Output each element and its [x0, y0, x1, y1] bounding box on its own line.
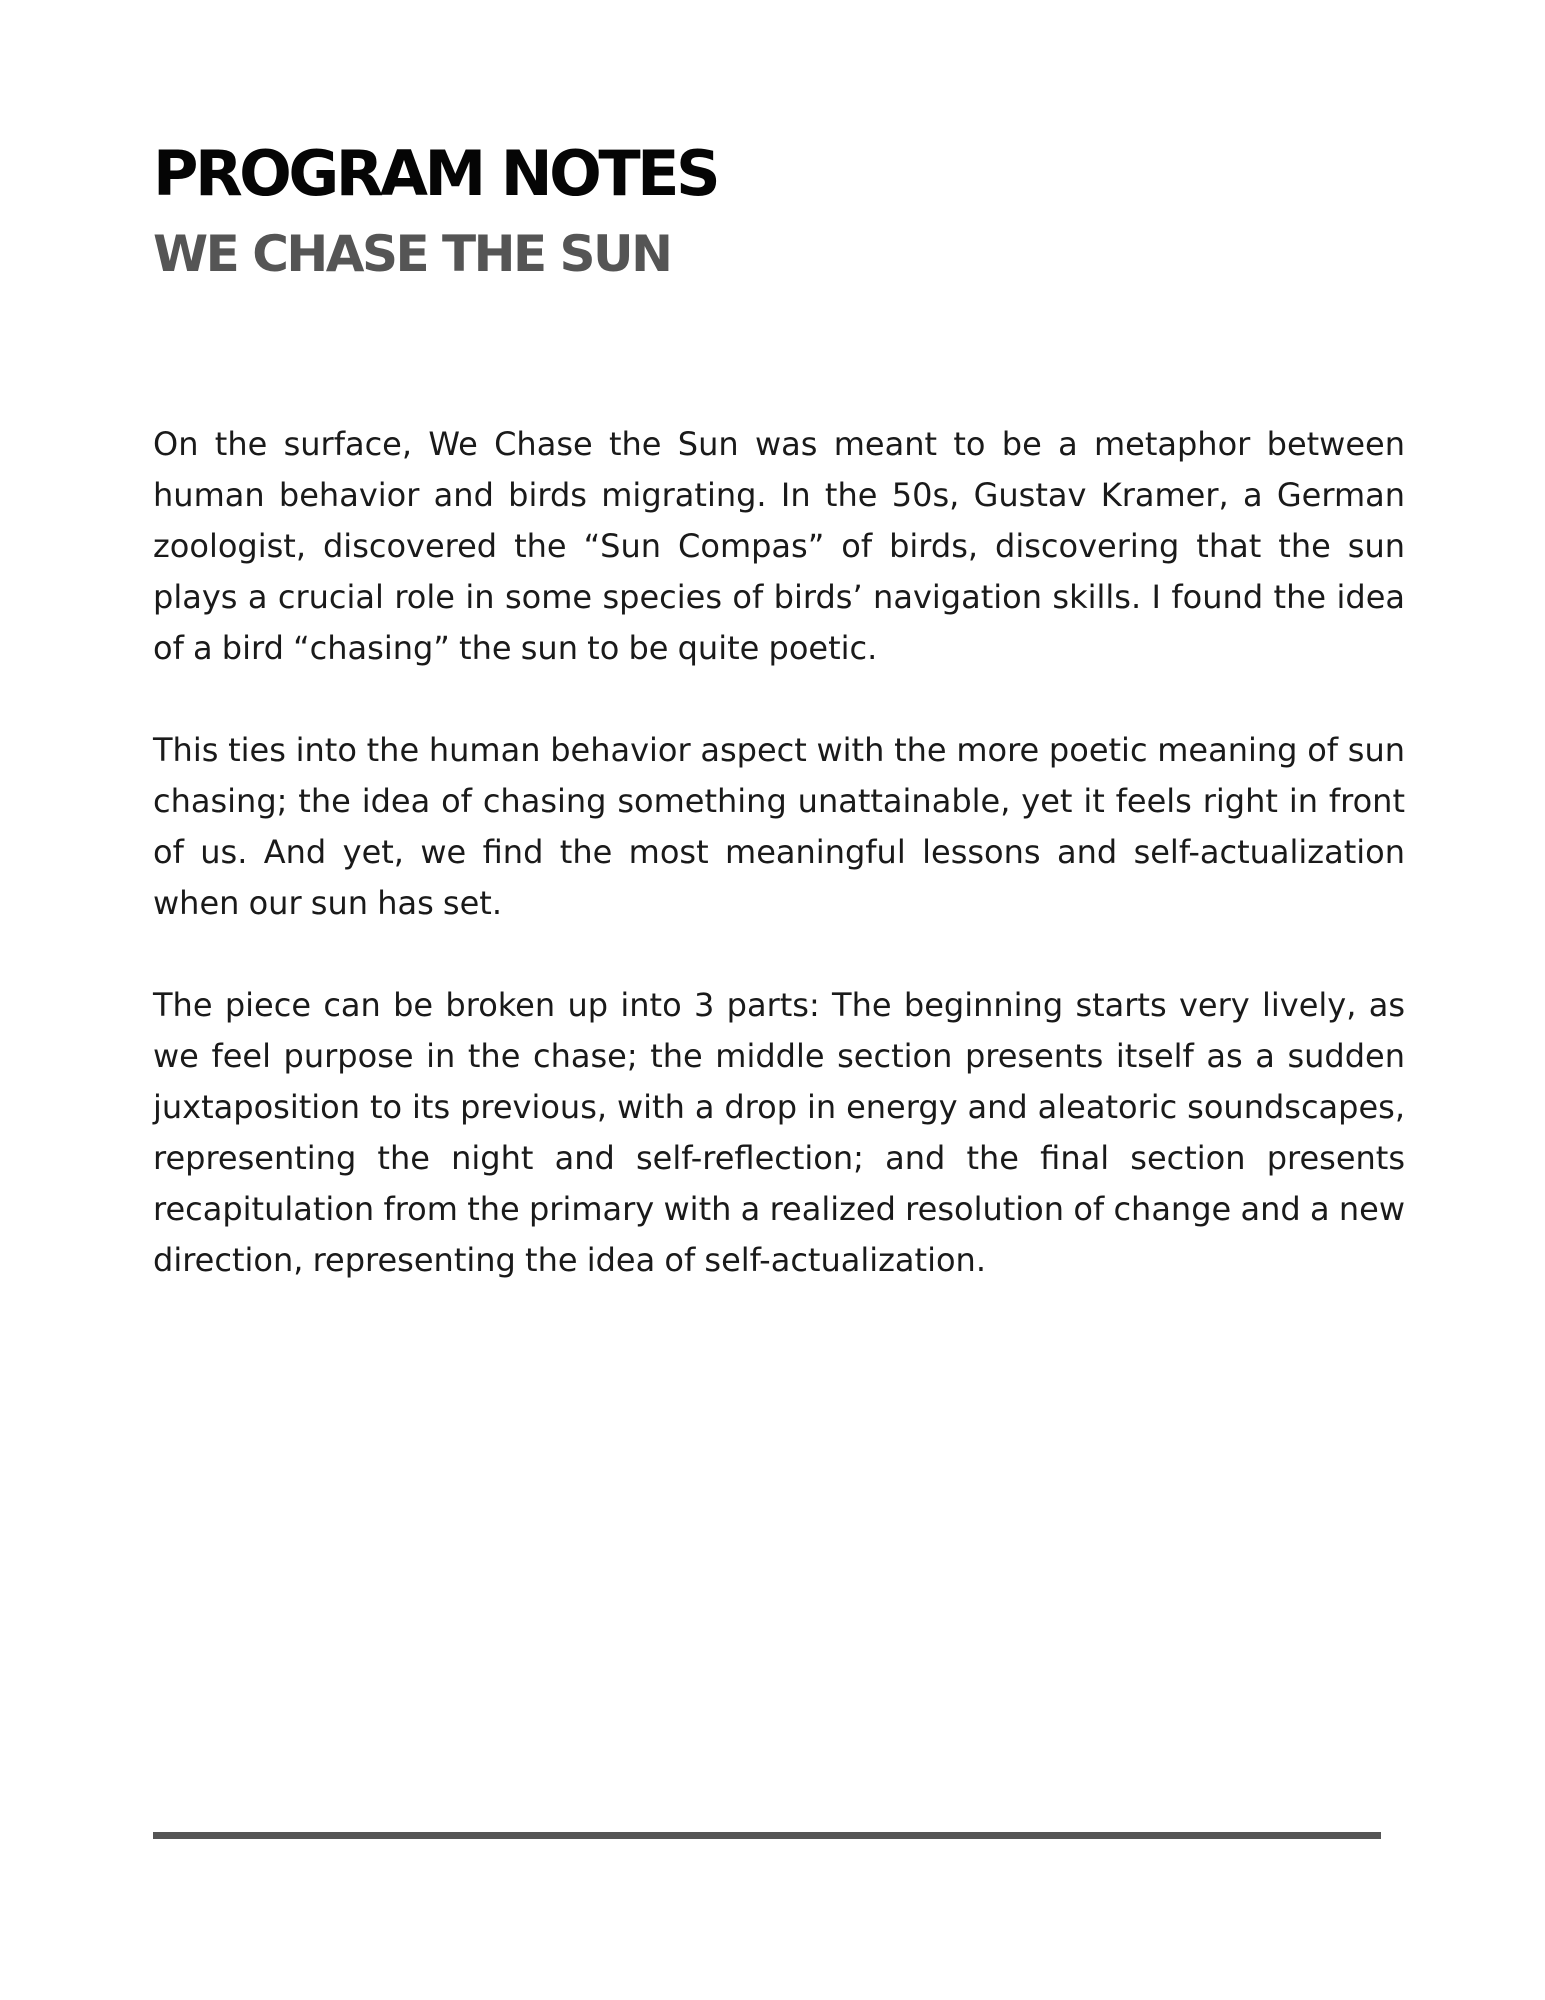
- page-title: PROGRAM NOTES: [153, 137, 718, 210]
- piece-title: WE CHASE THE SUN: [153, 225, 671, 283]
- paragraph-structure: The piece can be broken up into 3 parts: The beginning starts very lively, as we feel purpose in the chase; the middle section presents itself as a sudden juxtaposition to its previous, with a drop in energy and aleatoric soundscapes, representing the night and self-reflection; and the final section presents recapitulation from the primary with a realized resolution of change and a new direction, representing the idea of self-actualization.: [153, 986, 1405, 1279]
- notes-body: [153, 419, 1405, 1286]
- paragraph-human-behavior: This ties into the human behavior aspect with the more poetic meaning of sun chasing; the idea of chasing something unattainable, yet it feels right in front of us. And yet, we find the most meaningful lessons and self-actualization when our sun has set.: [153, 731, 1405, 922]
- paragraph-metaphor: On the surface, We Chase the Sun was meant to be a metaphor between human behavior and birds migrating. In the 50s, Gustav Kramer, a German zoologist, discovered the “Sun Compas” of birds, discovering that the sun plays a crucial role in some species of birds’ navigation skills. I found the idea of a bird “chasing” the sun to be quite poetic.: [153, 425, 1405, 667]
- footer-divider: [153, 1832, 1381, 1839]
